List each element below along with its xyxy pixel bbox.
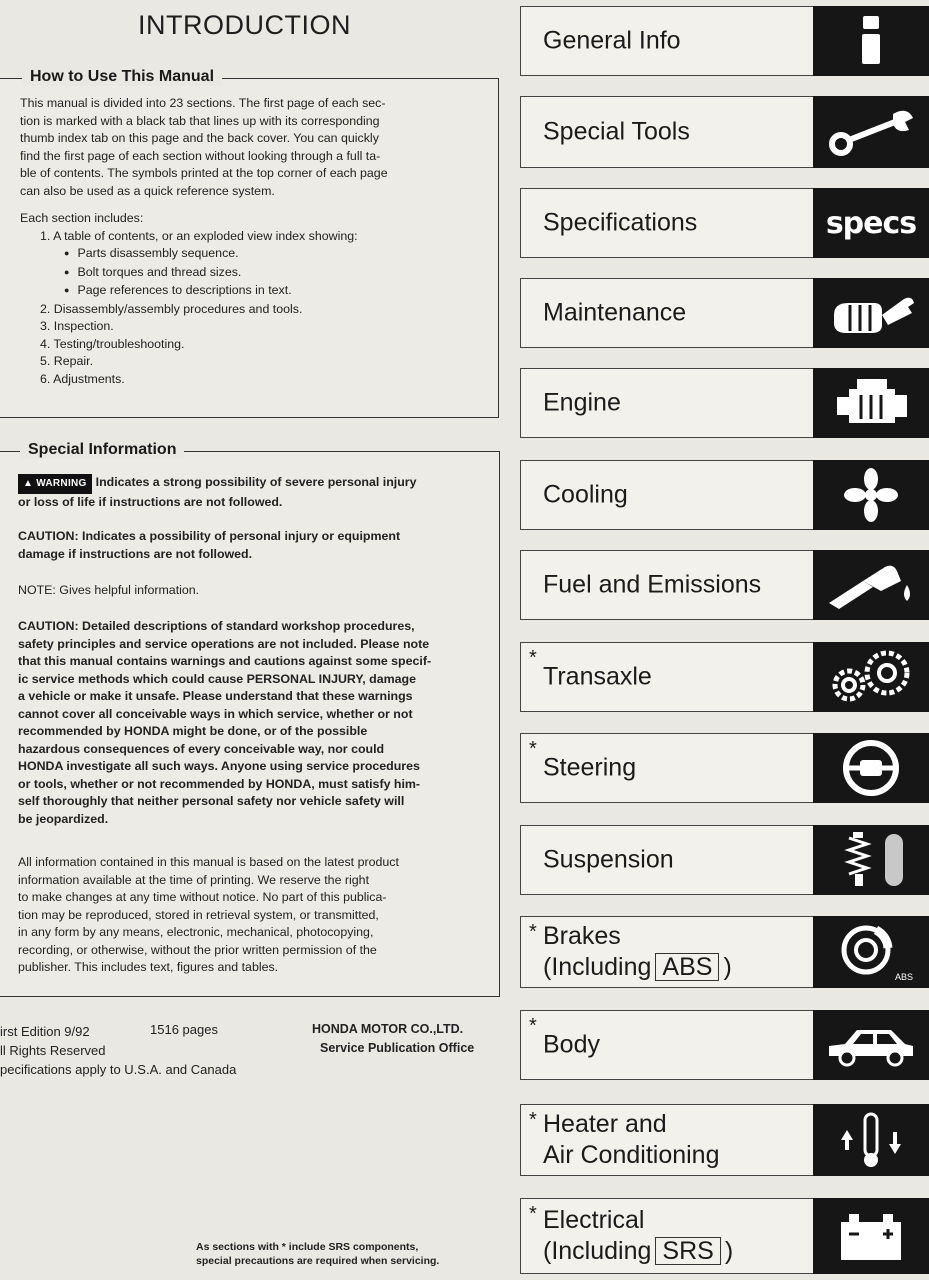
brake-disc-icon — [813, 916, 929, 988]
tab-cooling[interactable] — [520, 460, 929, 530]
includes-list — [20, 228, 490, 389]
list-item: 5. Repair. — [40, 354, 94, 368]
how-to-use-section — [0, 68, 499, 418]
caution-line: CAUTION: Indicates a possibility of personal injury or equipment — [18, 529, 401, 543]
thermometer-icon — [813, 1104, 929, 1176]
srs-asterisk: * — [529, 738, 537, 760]
info-block — [18, 854, 486, 977]
caution-detail-line: HONDA investigate all such ways. Anyone using service procedures — [18, 759, 420, 773]
intro-line: ble of contents. The symbols printed at the top corner of each page — [20, 166, 388, 180]
list-item: 6. Adjustments. — [40, 371, 125, 386]
tab-general-info[interactable] — [520, 6, 929, 76]
special-info-heading: Special Information — [20, 441, 184, 459]
maintenance-hand-icon — [813, 278, 929, 348]
page-count: 1516 pages — [150, 1022, 218, 1037]
tab-label: Cooling — [543, 480, 628, 509]
bullet-icon — [64, 265, 77, 279]
specs-icon-text: specs — [825, 205, 917, 241]
intro-line: thumb index tab on this page and the back cover. You can quickly — [20, 131, 379, 145]
list-item: 1. A table of contents, or an exploded view index showing: — [40, 228, 358, 243]
warning-triangle-icon: ▲ — [23, 478, 34, 489]
gears-icon — [813, 642, 929, 712]
list-item: 4. Testing/troubleshooting. — [40, 336, 185, 351]
srs-asterisk: * — [529, 647, 537, 669]
bullet-icon — [64, 283, 77, 297]
car-body-icon — [813, 1010, 929, 1080]
list-item: ● Page references to descriptions in text. — [40, 282, 490, 301]
tab-label — [543, 1205, 733, 1267]
tab-engine[interactable] — [520, 368, 929, 438]
warning-block — [18, 474, 486, 511]
engine-icon — [813, 368, 929, 438]
tab-label-line2: (Including ABS ) — [543, 953, 732, 981]
caution-detail-line: recommended by HONDA might be done, or of the possible — [18, 724, 368, 738]
tab-maintenance[interactable] — [520, 278, 929, 348]
srs-note-line: special precautions are required when servicing. — [196, 1255, 440, 1267]
tab-label: Specifications — [543, 208, 698, 237]
edition-line: irst Edition 9/92 — [0, 1024, 90, 1039]
abs-icon-text: ABS — [894, 972, 913, 982]
caution-detail-line: be jeopardized. — [18, 811, 109, 826]
warning-line: ▲ WARNING Indicates a strong possibility of severe personal injury — [18, 474, 486, 494]
info-line: recording, or otherwise, without the prior written permission of the — [18, 942, 377, 957]
tab-steering[interactable] — [520, 733, 929, 803]
tab-label: Suspension — [543, 845, 674, 874]
publisher-line: Service Publication Office — [320, 1041, 475, 1055]
caution-detail-line: safety principles and service operations are not included. Please note — [18, 636, 430, 651]
srs-asterisk: * — [529, 921, 537, 943]
publisher — [312, 1020, 474, 1058]
intro-line: tion is marked with a black tab that lines up with its corresponding — [20, 113, 380, 128]
tab-label: Fuel and Emissions — [543, 570, 762, 599]
intro-line: This manual is divided into 23 sections. The first page of each sec- — [20, 96, 386, 110]
info-line: information available at the time of printing. We reserve the right — [18, 872, 370, 887]
special-information-section — [0, 441, 500, 997]
caution-detail-line: that this manual contains warnings and cautions against some specif- — [18, 654, 432, 668]
tab-label: Transaxle — [543, 662, 652, 691]
tab-suspension[interactable] — [520, 825, 929, 895]
tab-label-line2: (Including SRS ) — [543, 1237, 734, 1265]
caution-detail-line: CAUTION: Detailed descriptions of standard workshop procedures, — [18, 619, 415, 633]
info-line: tion may be reproduced, stored in retrieval system, or transmitted, — [18, 907, 379, 922]
tab-special-tools[interactable] — [520, 96, 929, 168]
tab-label: General Info — [543, 26, 681, 55]
list-item: 2. Disassembly/assembly procedures and tools. — [40, 301, 303, 316]
tab-transaxle[interactable] — [520, 642, 929, 712]
caution-detail-line: or tools, whether or not recommended by HONDA, must satisfy him- — [18, 776, 421, 791]
publisher-line: HONDA MOTOR CO.,LTD. — [312, 1022, 464, 1036]
info-line: All information contained in this manual is based on the latest product — [18, 855, 399, 869]
tab-label: Engine — [543, 388, 621, 417]
page-title: INTRODUCTION — [138, 10, 351, 40]
tab-label-line2: Air Conditioning — [543, 1141, 720, 1169]
caution-detail-line: hazardous consequences of every conceivable way, nor could — [18, 741, 385, 756]
tab-label: Body — [543, 1030, 600, 1059]
edition-line: ll Rights Reserved — [0, 1043, 106, 1058]
how-to-use-body — [20, 95, 490, 388]
tab-label: Maintenance — [543, 298, 687, 327]
tab-label — [543, 921, 732, 983]
caution-detail-line: self thoroughly that neither personal safety nor vehicle safety will — [18, 794, 405, 808]
srs-boxed-label: SRS — [655, 1237, 720, 1265]
tab-label: Special Tools — [543, 117, 690, 146]
caution-detail-block — [18, 618, 486, 828]
caution-line: damage if instructions are not followed. — [18, 546, 253, 561]
caution-detail-line: cannot cover all conceivable ways in which service, whether or not — [18, 706, 413, 721]
tab-body[interactable] — [520, 1010, 929, 1080]
battery-icon — [813, 1198, 929, 1274]
tab-label-line1: Brakes — [543, 922, 621, 950]
tab-brakes[interactable] — [520, 916, 929, 988]
caution-detail-line: a vehicle or make it unsafe. Please understand that these warnings — [18, 689, 413, 703]
intro-line: find the first page of each section without looking through a full ta- — [20, 148, 381, 163]
bullet-icon — [64, 246, 77, 260]
srs-note — [196, 1240, 439, 1268]
tab-fuel-and-emissions[interactable] — [520, 550, 929, 620]
tab-label — [543, 1109, 720, 1171]
caution-detail-line: ic service methods which could cause PERSONAL INJURY, damage — [18, 671, 417, 686]
edition-line: pecifications apply to U.S.A. and Canada — [0, 1062, 237, 1077]
tab-electrical[interactable] — [520, 1198, 929, 1274]
info-line: to make changes at any time without notice. No part of this publica- — [18, 890, 387, 904]
fan-icon — [813, 460, 929, 530]
list-item: ● Bolt torques and thread sizes. — [40, 264, 490, 283]
info-line: publisher. This includes text, figures and tables. — [18, 960, 279, 974]
list-item: ● Parts disassembly sequence. — [40, 245, 490, 264]
srs-note-line: As sections with * include SRS components, — [196, 1241, 419, 1253]
tab-label-line1: Electrical — [543, 1206, 645, 1234]
warning-badge: ▲ WARNING — [18, 474, 92, 494]
how-to-use-heading: How to Use This Manual — [22, 68, 222, 86]
srs-asterisk: * — [529, 1203, 537, 1225]
shock-absorber-icon — [813, 825, 929, 895]
list-item: 3. Inspection. — [40, 319, 114, 333]
tab-heater-air-conditioning[interactable] — [520, 1104, 929, 1176]
steering-wheel-icon — [813, 733, 929, 803]
note-line: NOTE: Gives helpful information. — [18, 583, 200, 597]
specs-icon — [813, 188, 929, 258]
srs-asterisk: * — [529, 1109, 537, 1131]
tab-specifications[interactable] — [520, 188, 929, 258]
tab-label-line1: Heater and — [543, 1110, 667, 1138]
caution-block — [18, 528, 486, 563]
srs-asterisk: * — [529, 1015, 537, 1037]
tab-label: Steering — [543, 753, 637, 782]
info-icon — [813, 6, 929, 76]
wrench-icon — [813, 96, 929, 168]
fuel-nozzle-icon — [813, 550, 929, 620]
intro-line: can also be used as a quick reference system. — [20, 183, 275, 198]
includes-label: Each section includes: — [20, 211, 144, 225]
info-line: in any form by any means, electronic, mechanical, photocopying, — [18, 925, 374, 939]
abs-boxed-label: ABS — [655, 953, 719, 981]
warning-line: or loss of life if instructions are not followed. — [18, 494, 283, 509]
